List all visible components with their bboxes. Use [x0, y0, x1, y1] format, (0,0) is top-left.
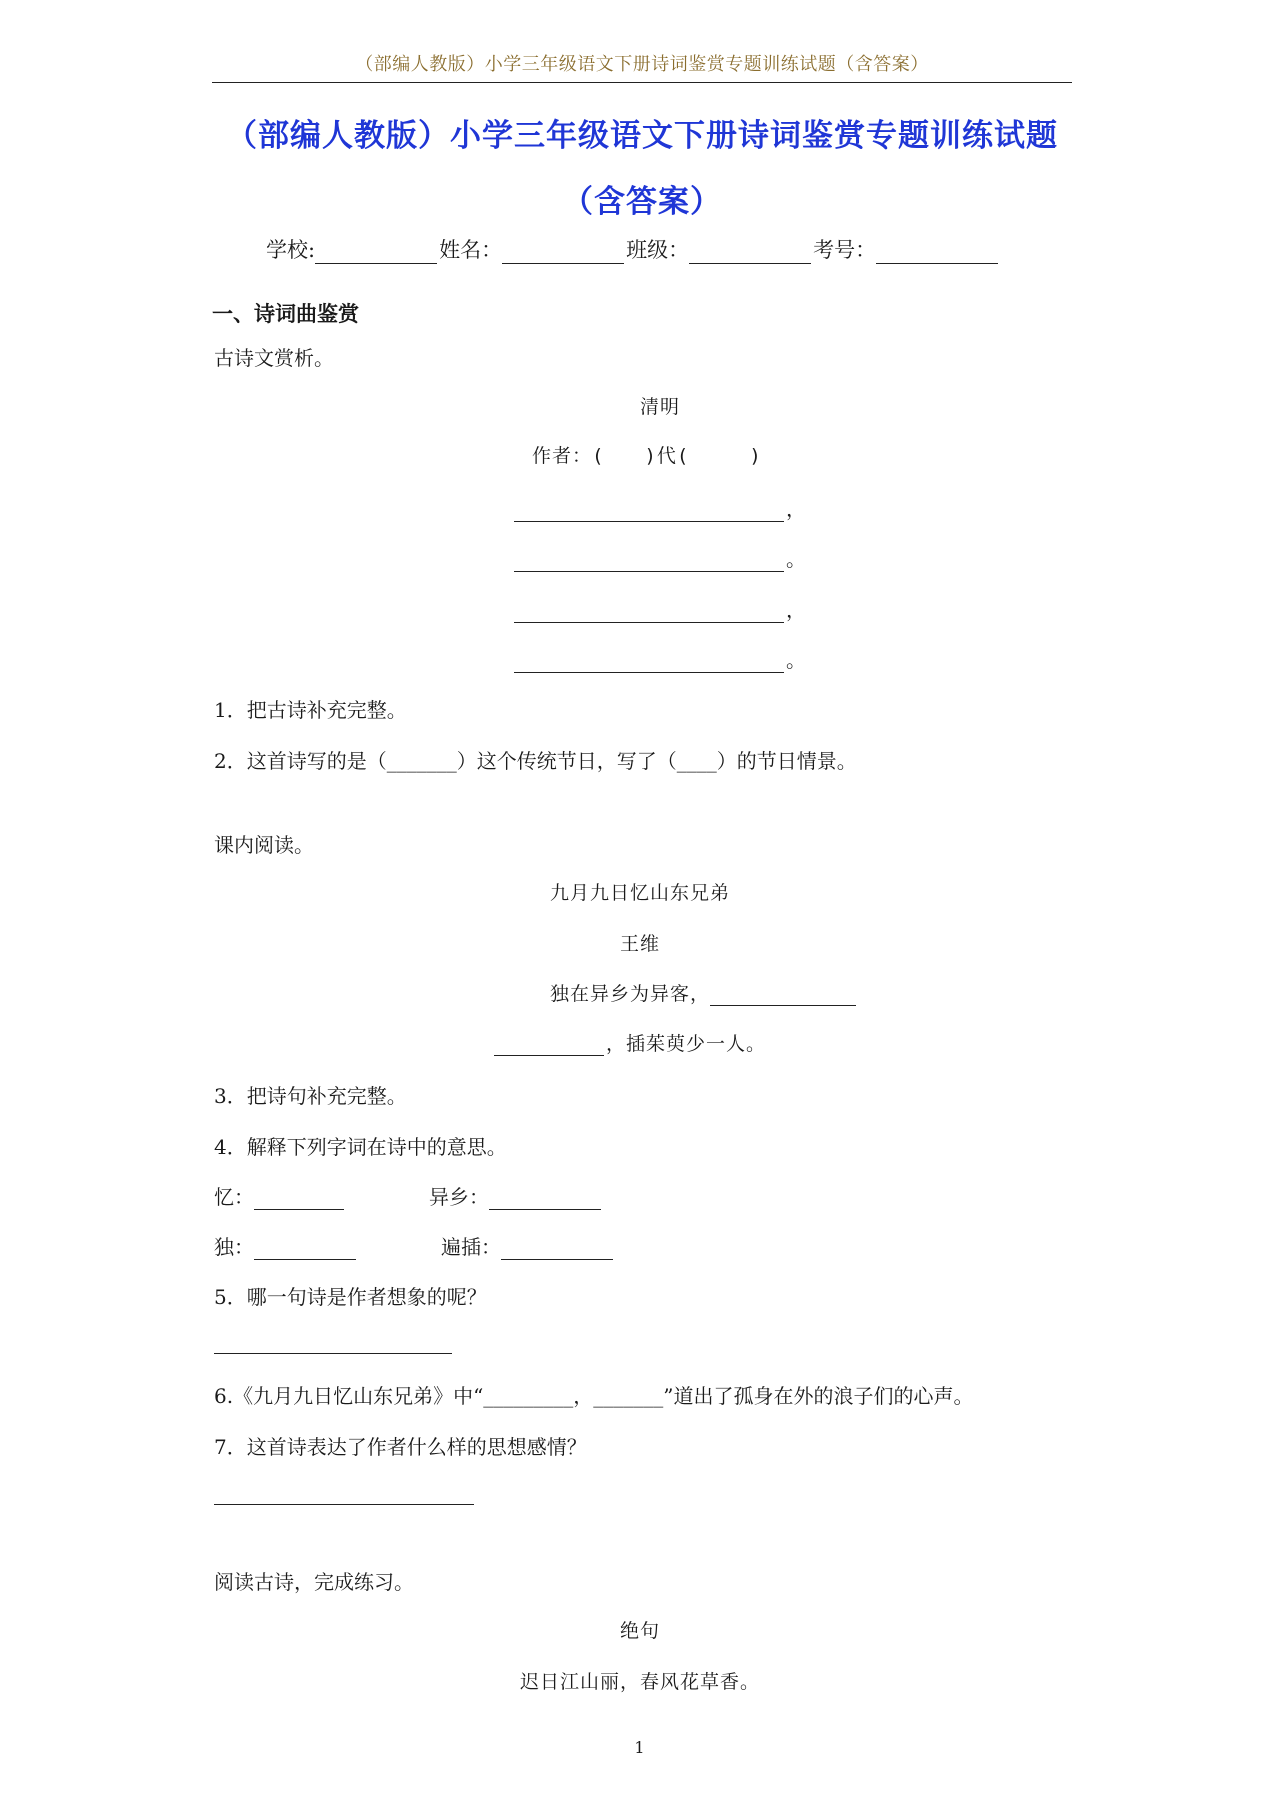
q1-blank-line-1[interactable]	[514, 493, 806, 522]
word-yi: 忆：	[214, 1181, 346, 1210]
q1-intro: 古诗文赏析。	[214, 346, 334, 370]
q2-item-3: 3．把诗句补充完整。	[214, 1084, 407, 1108]
word-du: 独：	[214, 1231, 358, 1260]
q2-line-1: 独在异乡为异客，	[550, 979, 858, 1006]
name-label: 姓名：	[439, 238, 503, 262]
word-yixiang-blank[interactable]	[489, 1189, 601, 1210]
name-blank[interactable]	[502, 243, 624, 264]
q2-line-1-blank[interactable]	[710, 985, 856, 1006]
word-bianzha: 遍插：	[441, 1231, 615, 1260]
q1-blank-line-2[interactable]	[514, 543, 806, 572]
class-label: 班级：	[626, 238, 690, 262]
q2-intro: 课内阅读。	[214, 833, 314, 857]
doc-title-line1: （部编人教版）小学三年级语文下册诗词鉴赏专题训练试题	[226, 118, 1058, 154]
q2-item-7-answer[interactable]	[214, 1481, 476, 1505]
student-info-row	[266, 234, 1000, 264]
q2-poet: 王维	[619, 933, 660, 955]
word-yi-blank[interactable]	[254, 1189, 344, 1210]
q2-item-5-answer[interactable]	[214, 1330, 454, 1354]
q2-item-4: 4．解释下列字词在诗中的意思。	[214, 1135, 507, 1159]
q1-author-line: 作者：( )代( )	[532, 445, 762, 467]
word-bianzha-blank[interactable]	[501, 1239, 613, 1260]
q2-item-6: 6.《九月九日忆山东兄弟》中“_________，_______”道出了孤身在外的浪子们的心声。	[214, 1384, 974, 1408]
section-heading: 一、诗词曲鉴赏	[212, 302, 359, 326]
school-label: 学校:	[266, 238, 316, 262]
q2-line-2-blank[interactable]	[494, 1035, 604, 1056]
period: 。	[786, 547, 806, 571]
doc-title-line2: （含答案）	[562, 184, 722, 220]
header-rule	[212, 82, 1072, 83]
q2-item-5: 5．哪一句诗是作者想象的呢？	[214, 1285, 487, 1309]
running-header: （部编人教版）小学三年级语文下册诗词鉴赏专题训练试题（含答案）	[355, 54, 929, 75]
q1-item-1: 1．把古诗补充完整。	[214, 698, 407, 722]
class-blank[interactable]	[689, 243, 811, 264]
q2-line-2: ，插茱萸少一人。	[494, 1029, 766, 1056]
q2-poem-title: 九月九日忆山东兄弟	[549, 882, 730, 904]
q1-blank-line-4[interactable]	[514, 644, 806, 673]
q3-poem-title: 绝句	[619, 1620, 660, 1642]
school-blank[interactable]	[315, 243, 437, 264]
word-du-blank[interactable]	[254, 1239, 356, 1260]
q1-blank-line-3[interactable]	[514, 594, 806, 623]
q3-intro: 阅读古诗，完成练习。	[214, 1570, 414, 1594]
q2-item-7: 7．这首诗表达了作者什么样的思想感情？	[214, 1435, 587, 1459]
q3-poem-line-1: 迟日江山丽，春风花草香。	[519, 1671, 760, 1693]
exam-no-label: 考号：	[813, 238, 877, 262]
exam-no-blank[interactable]	[876, 243, 998, 264]
period: 。	[786, 648, 806, 672]
comma: ，	[786, 497, 806, 521]
q1-poem-title: 清明	[639, 396, 680, 418]
word-yixiang: 异乡：	[429, 1181, 603, 1210]
comma: ，	[786, 598, 806, 622]
page-number: 1	[634, 1738, 645, 1757]
q1-item-2: 2．这首诗写的是（_______）这个传统节日，写了（____）的节日情景。	[214, 749, 857, 773]
